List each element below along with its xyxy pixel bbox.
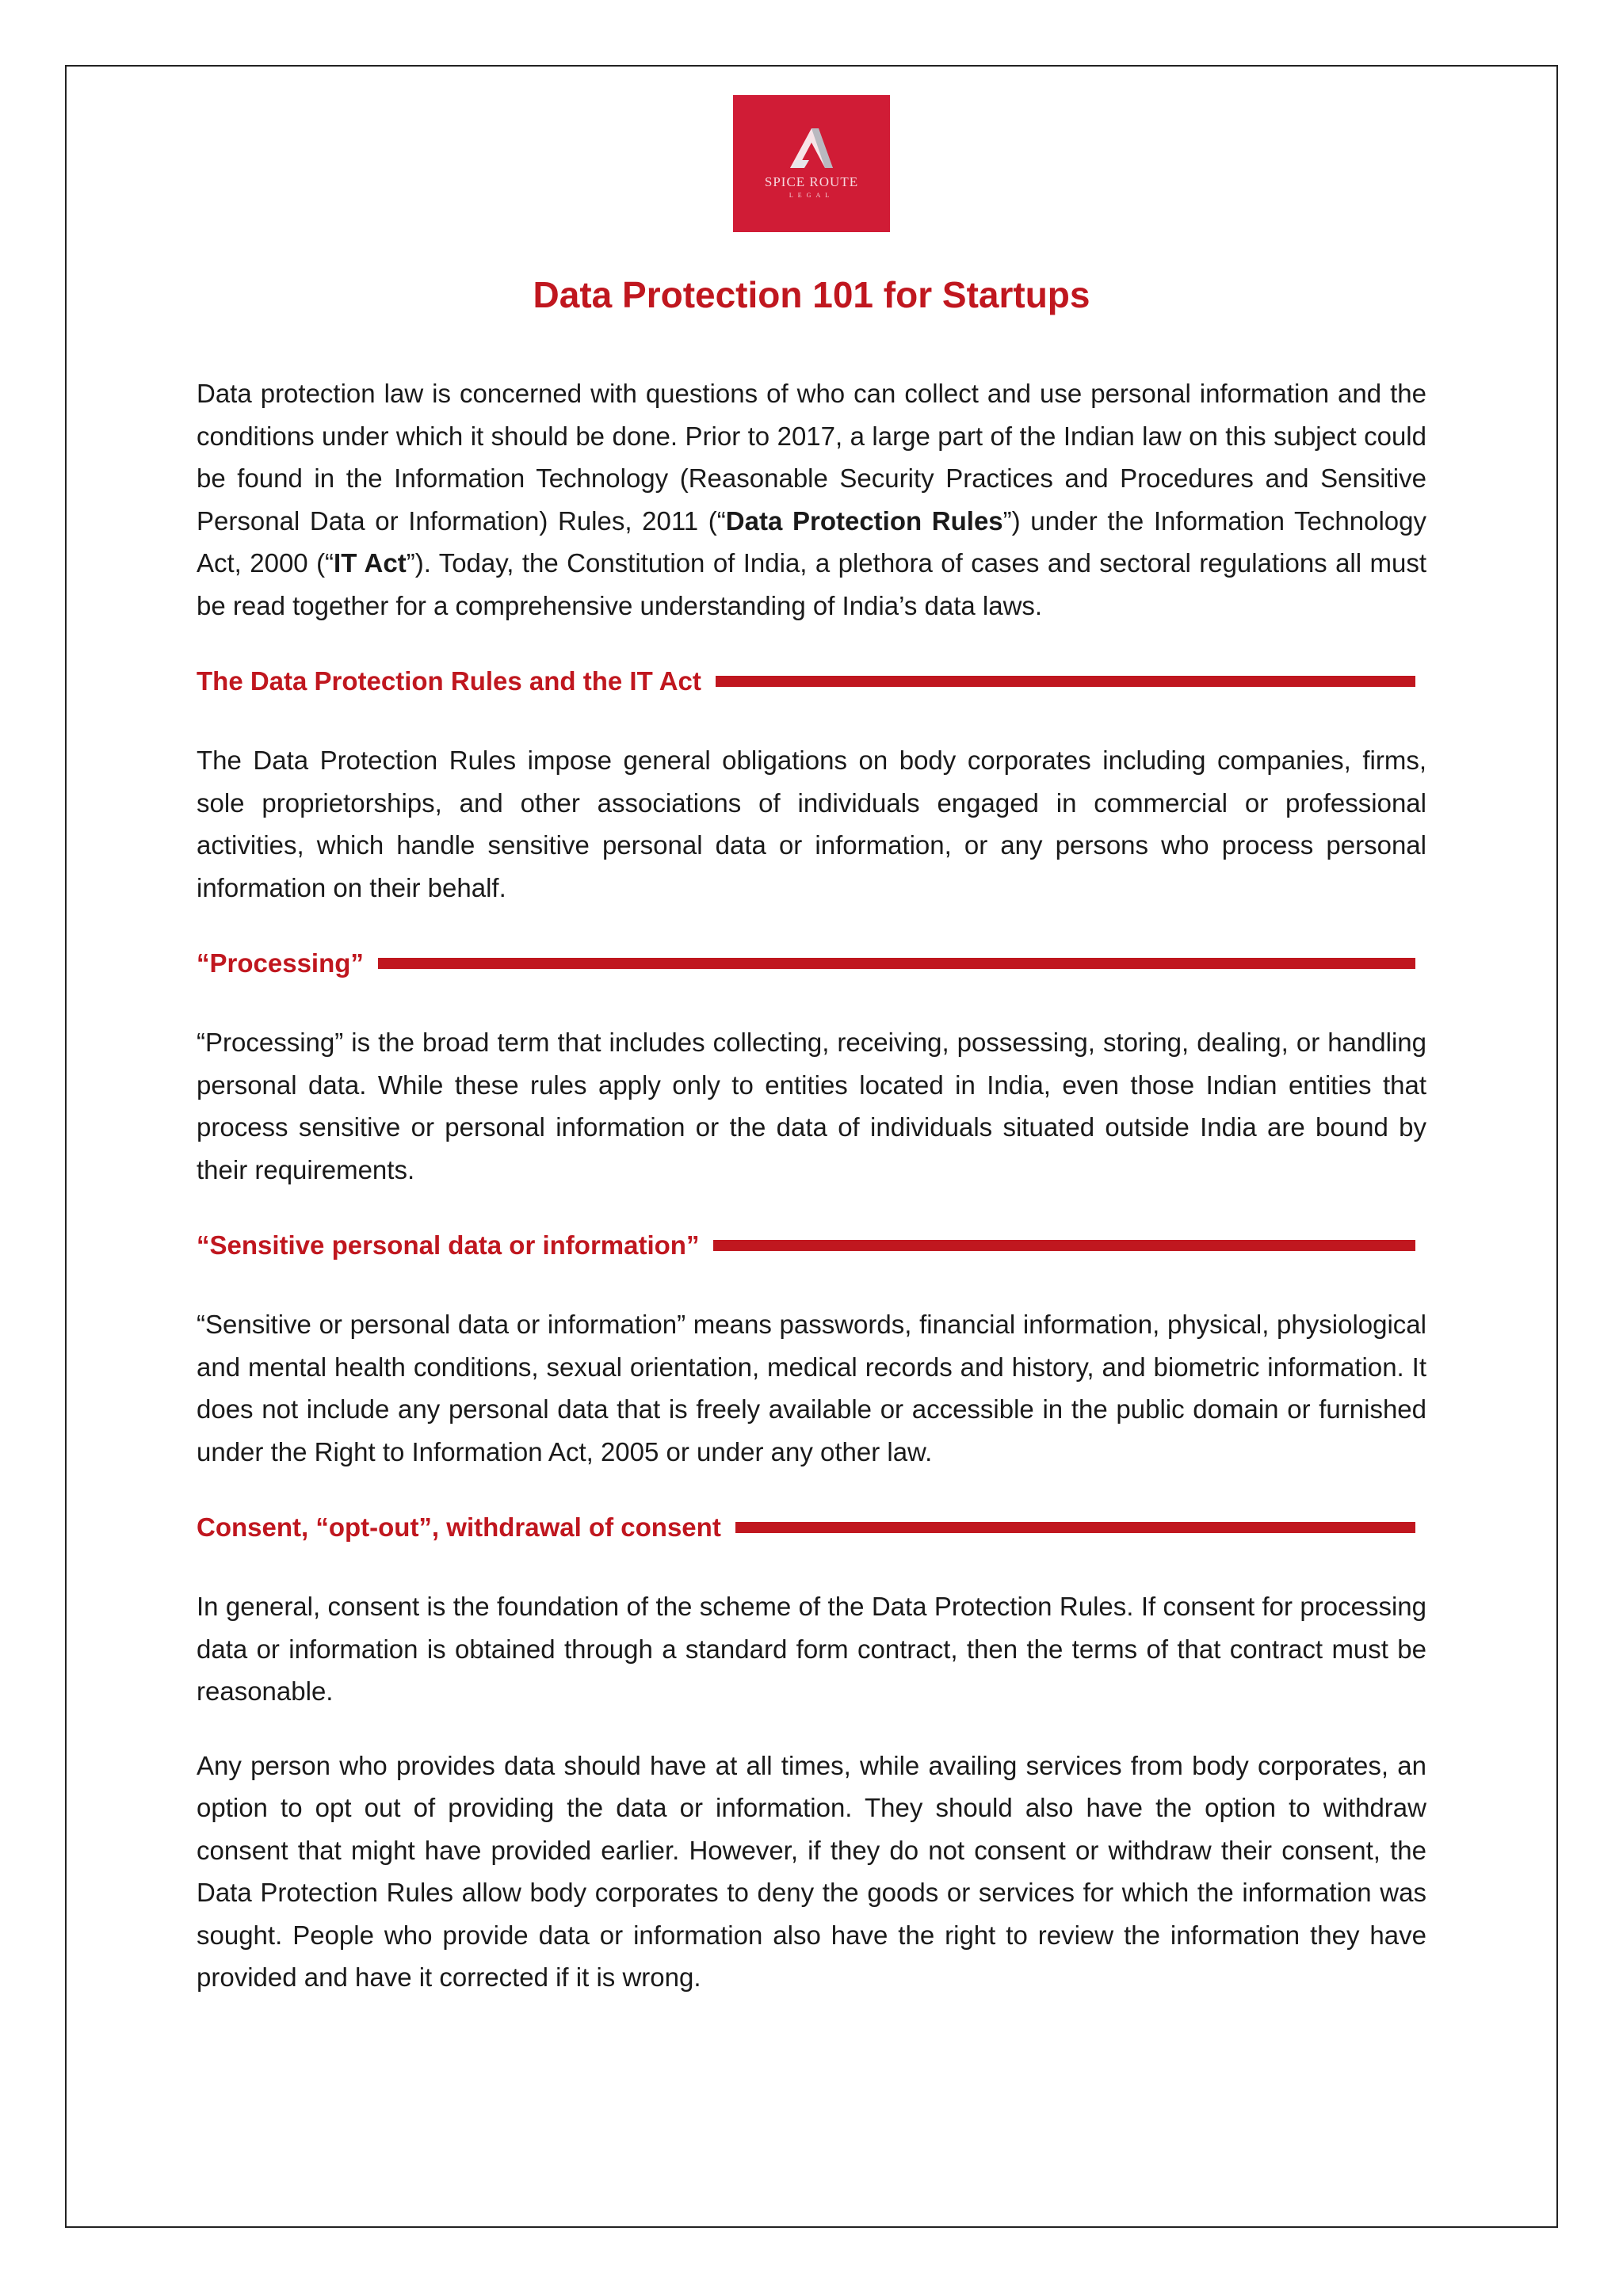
document-title: Data Protection 101 for Startups <box>533 274 1090 315</box>
section-paragraph: “Processing” is the broad term that includes collecting, receiving, possessing, storing, dealing, or handling personal data. While these rules apply only to entities located in India, even those Indian entities that process sensitive or personal information or the data of individuals situated outside India are bound by their requirements. <box>197 1028 1426 1184</box>
intro-text-2: ”) under the Information Technology Act, 2000 (“ <box>197 505 1426 578</box>
section-divider <box>713 1240 1415 1251</box>
spice-route-logo <box>733 95 890 232</box>
logo-name: SPICE ROUTE <box>764 174 859 189</box>
logo-subtitle: LEGAL <box>789 192 834 199</box>
section-paragraph: In general, consent is the foundation of the scheme of the Data Protection Rules. If consent for processing data or information is obtained through a standard form contract, then the terms of that contract must be reasonable. <box>197 1592 1426 1706</box>
section-paragraph: The Data Protection Rules impose general obligations on body corporates including companies, firms, sole proprietorships, and other associations of individuals engaged in commercial or professional activities, which handle sensitive personal data or information, or any persons who process personal information on their behalf. <box>197 746 1426 902</box>
intro-text-3: ”). Today, the Constitution of India, a plethora of cases and sectoral regulations all must be read together for a comprehensive understanding of India’s data laws. <box>197 548 1426 620</box>
section-divider <box>716 676 1415 687</box>
section-title: Consent, “opt-out”, withdrawal of consent <box>197 1512 721 1542</box>
intro-text-1: Data protection law is concerned with questions of who can collect and use personal information and the conditions under which it should be done. Prior to 2017, a large part of the Indian law on this subject could be found in the Information Technology (Reasonable Security Practices and Procedures and Sensitive Personal Data or Information) Rules, 2011 (“ <box>197 379 1426 536</box>
section-title: The Data Protection Rules and the IT Act <box>197 666 701 696</box>
section-divider <box>378 958 1415 969</box>
paragraph-spacer <box>197 1713 1426 1745</box>
section-heading <box>197 662 1426 701</box>
section-heading <box>197 944 1426 983</box>
section-divider <box>735 1522 1415 1533</box>
document-body <box>197 372 1426 1999</box>
defined-term-it-act: IT Act <box>334 548 407 578</box>
defined-term-data-protection-rules: Data Protection Rules <box>725 505 1003 536</box>
section-paragraph: “Sensitive or personal data or information” means passwords, financial information, physical, physiological and mental health conditions, sexual orientation, medical records and history, and biometric information. It does not include any personal data that is freely available or accessible in the public domain or furnished under the Right to Information Act, 2005 or under any other law. <box>197 1310 1426 1466</box>
logo-mark-icon <box>733 95 890 232</box>
section-paragraph: Any person who provides data should have at all times, while availing services from body corporates, an option to opt out of providing the data or information. They should also have the option to withdraw consent that might have provided earlier. However, if they do not consent or withdraw their consent, the Data Protection Rules allow body corporates to deny the goods or services for which the information was sought. People who provide data or information also have the right to review the information they have provided and have it corrected if it is wrong. <box>197 1750 1426 1992</box>
section-title: “Processing” <box>197 948 364 978</box>
section-heading <box>197 1508 1426 1547</box>
section-title: “Sensitive personal data or information” <box>197 1230 700 1260</box>
intro-paragraph <box>197 372 1426 627</box>
section-heading <box>197 1226 1426 1265</box>
